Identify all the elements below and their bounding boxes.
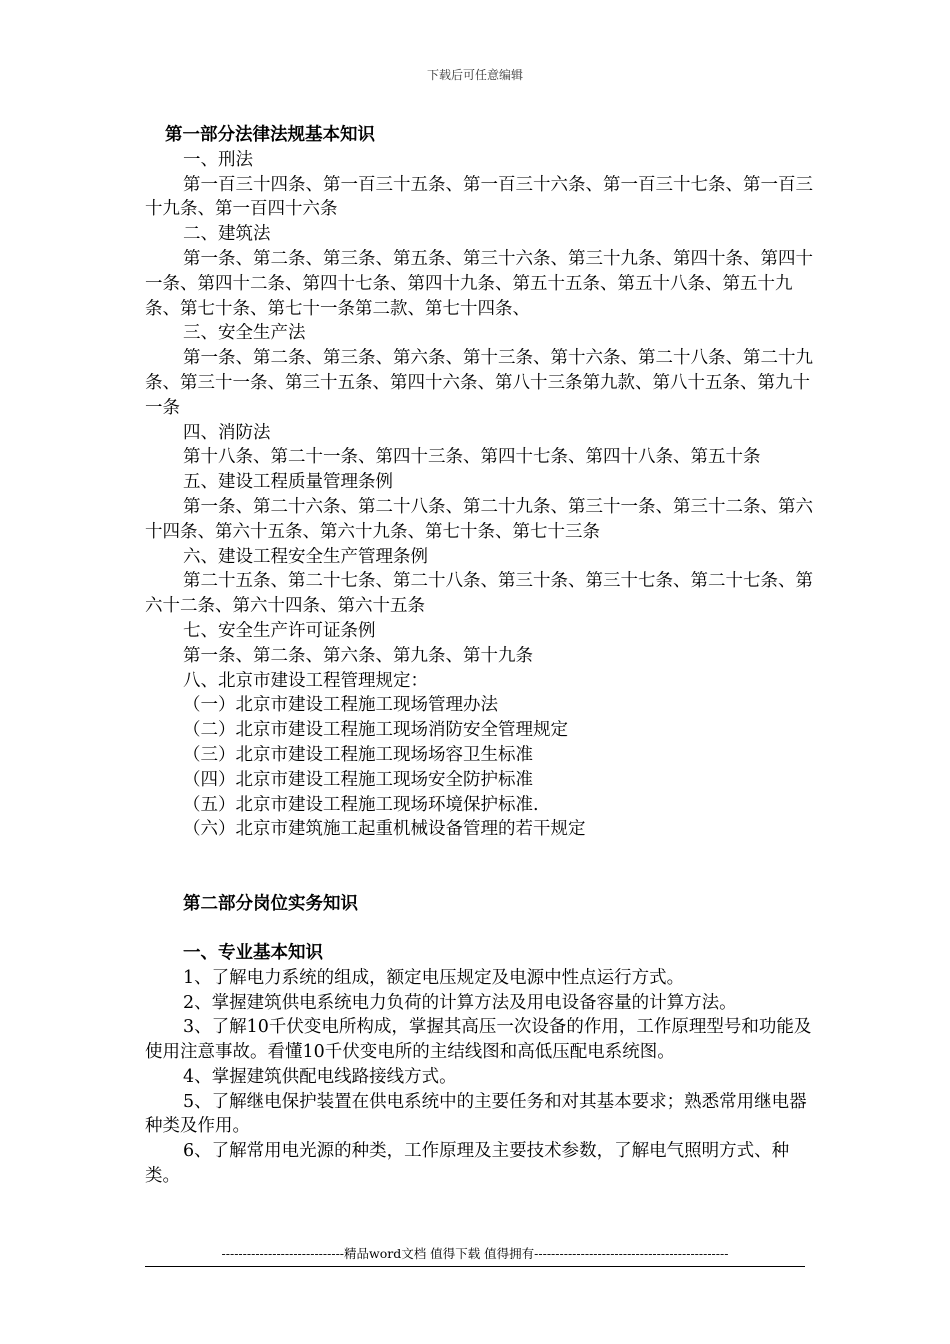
page-footer: -----------------------------精品word文档 值得下载 值得拥有---------------------------------------------- bbox=[145, 1244, 805, 1267]
list-item: （三）北京市建设工程施工现场场容卫生标准 bbox=[183, 744, 533, 765]
part2-title: 第二部分岗位实务知识 bbox=[183, 894, 358, 915]
spacer bbox=[145, 917, 815, 941]
section-heading: 四、消防法 bbox=[183, 422, 271, 443]
list-item: （六）北京市建筑施工起重机械设备管理的若干规定 bbox=[183, 819, 586, 840]
section-body: 第一条、第二条、第六条、第九条、第十九条 bbox=[183, 645, 533, 666]
section-heading: 八、北京市建设工程管理规定： bbox=[183, 670, 428, 691]
list-item: （一）北京市建设工程施工现场管理办法 bbox=[183, 695, 498, 716]
list-item: 5、了解继电保护装置在供电系统中的主要任务和对其基本要求；熟悉常用继电器种类及作用。 bbox=[145, 1091, 807, 1137]
section-body: 第一条、第二十六条、第二十八条、第二十九条、第三十一条、第三十二条、第六十四条、第六十五条、第六十九条、第七十条、第七十三条 bbox=[145, 496, 813, 542]
part2-subtitle: 一、专业基本知识 bbox=[183, 942, 323, 963]
section-heading: 三、安全生产法 bbox=[183, 323, 306, 344]
section-body: 第一条、第二条、第三条、第五条、第三十六条、第三十九条、第四十条、第四十一条、第四十二条、第四十七条、第四十九条、第五十五条、第五十八条、第五十九条、第七十条、第七十一条第二款、第七十四条、 bbox=[145, 248, 813, 319]
list-item: （四）北京市建设工程施工现场安全防护标准 bbox=[183, 769, 533, 790]
section-heading: 七、安全生产许可证条例 bbox=[183, 620, 376, 641]
section-heading: 一、刑法 bbox=[183, 149, 253, 170]
section-body: 第二十五条、第二十七条、第二十八条、第三十条、第三十七条、第二十七条、第六十二条、第六十四条、第六十五条 bbox=[145, 571, 813, 617]
spacer bbox=[145, 842, 815, 892]
list-item: （二）北京市建设工程施工现场消防安全管理规定 bbox=[183, 720, 568, 741]
section-body: 第一百三十四条、第一百三十五条、第一百三十六条、第一百三十七条、第一百三十九条、第一百四十六条 bbox=[145, 174, 813, 220]
list-item: （五）北京市建设工程施工现场环境保护标准. bbox=[183, 794, 539, 815]
list-item: 6、了解常用电光源的种类，工作原理及主要技术参数，了解电气照明方式、种类。 bbox=[145, 1141, 790, 1187]
list-item: 2、掌握建筑供电系统电力负荷的计算方法及用电设备容量的计算方法。 bbox=[183, 992, 737, 1013]
list-item: 4、掌握建筑供配电线路接线方式。 bbox=[183, 1066, 457, 1087]
part1-title: 第一部分法律法规基本知识 bbox=[165, 125, 375, 145]
page-header: 下载后可任意编辑 bbox=[426, 68, 523, 82]
section-body: 第一条、第二条、第三条、第六条、第十三条、第十六条、第二十八条、第二十九条、第三十一条、第三十五条、第四十六条、第八十三条第九款、第八十五条、第九十一条 bbox=[145, 348, 813, 418]
section-body: 第十八条、第二十一条、第四十三条、第四十七条、第四十八条、第五十条 bbox=[183, 447, 761, 468]
section-heading: 五、建设工程质量管理条例 bbox=[183, 472, 393, 493]
section-heading: 六、建设工程安全生产管理条例 bbox=[183, 546, 428, 567]
list-item: 3、了解10千伏变电所构成，掌握其高压一次设备的作用，工作原理型号和功能及使用注意事故。看懂10千伏变电所的主结线图和高低压配电系统图。 bbox=[145, 1017, 812, 1063]
list-item: 1、了解电力系统的组成，额定电压规定及电源中性点运行方式。 bbox=[183, 967, 685, 988]
section-heading: 二、建筑法 bbox=[183, 224, 271, 245]
document-body bbox=[145, 123, 815, 1189]
